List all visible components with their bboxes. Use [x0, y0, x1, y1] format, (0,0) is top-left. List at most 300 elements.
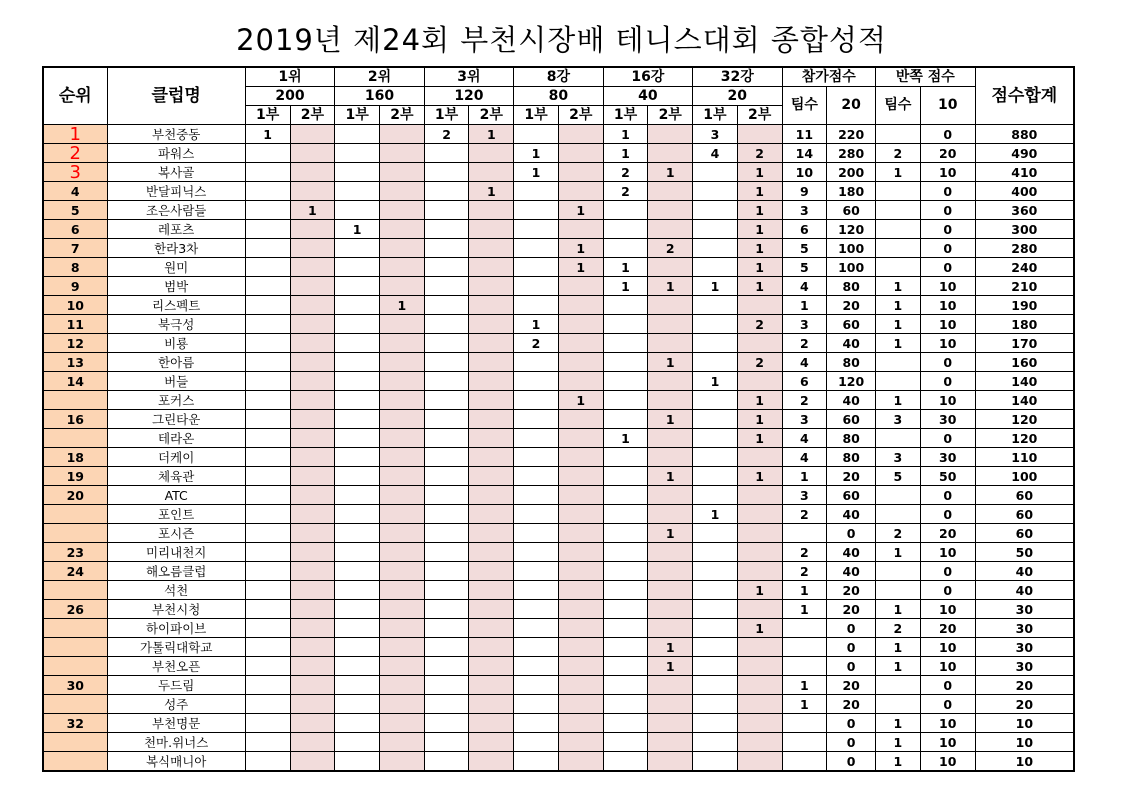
participation-teams-cell: 1	[782, 600, 827, 619]
total-score-cell: 490	[975, 144, 1074, 163]
total-score-cell: 30	[975, 657, 1074, 676]
rank-cell: 9	[43, 277, 107, 296]
half-points-cell: 10	[920, 638, 975, 657]
round32-d1-cell	[693, 752, 738, 772]
first-d2-cell	[290, 733, 335, 752]
table-row	[43, 429, 1074, 448]
total-score-cell: 240	[975, 258, 1074, 277]
table-row	[43, 714, 1074, 733]
third-d2-cell	[469, 562, 514, 581]
total-score-cell: 30	[975, 619, 1074, 638]
quarterfinal-d1-cell	[514, 220, 559, 239]
third-d1-cell	[424, 182, 469, 201]
second-d2-cell	[379, 391, 424, 410]
half-points-cell: 10	[920, 296, 975, 315]
second-d1-cell	[335, 733, 380, 752]
round16-d1-cell	[603, 448, 648, 467]
round16-d1-cell	[603, 733, 648, 752]
first-d2-cell	[290, 543, 335, 562]
table-row	[43, 695, 1074, 714]
third-d2-cell	[469, 201, 514, 220]
second-d1-cell	[335, 296, 380, 315]
division-2-header: 2부	[379, 106, 424, 125]
club-name-cell: 해오름클럽	[107, 562, 245, 581]
club-name-cell: 테라온	[107, 429, 245, 448]
table-row	[43, 258, 1074, 277]
participation-teams-cell: 2	[782, 505, 827, 524]
round32-d2-cell	[737, 600, 782, 619]
third-d1-cell	[424, 144, 469, 163]
first-d2-cell	[290, 562, 335, 581]
quarterfinal-d2-cell	[558, 619, 603, 638]
third-d1-cell	[424, 733, 469, 752]
table-row	[43, 752, 1074, 772]
round32-d1-cell	[693, 220, 738, 239]
total-score-cell: 60	[975, 486, 1074, 505]
third-d2-cell	[469, 429, 514, 448]
round16-d2-cell	[648, 752, 693, 772]
quarterfinal-d2-cell	[558, 144, 603, 163]
club-name-cell: 조은사람들	[107, 201, 245, 220]
participation-points-cell: 100	[827, 258, 876, 277]
participation-teams-cell: 10	[782, 163, 827, 182]
round32-d1-cell	[693, 201, 738, 220]
round16-d1-cell	[603, 353, 648, 372]
quarterfinal-d1-cell	[514, 676, 559, 695]
participation-points-cell: 180	[827, 182, 876, 201]
rank-cell: 30	[43, 676, 107, 695]
participation-points-cell: 120	[827, 220, 876, 239]
second-d2-cell	[379, 258, 424, 277]
quarterfinal-d2-cell	[558, 695, 603, 714]
third-d1-cell	[424, 372, 469, 391]
third-d1-cell	[424, 657, 469, 676]
round32-d1-cell	[693, 657, 738, 676]
participation-points-cell: 0	[827, 619, 876, 638]
participation-points-cell: 0	[827, 524, 876, 543]
round16-d1-cell	[603, 695, 648, 714]
half-teams-cell: 1	[876, 391, 921, 410]
table-row	[43, 733, 1074, 752]
table-row	[43, 353, 1074, 372]
participation-points-cell: 40	[827, 543, 876, 562]
second-d2-cell	[379, 182, 424, 201]
rank-cell: 13	[43, 353, 107, 372]
first-d1-cell	[245, 619, 290, 638]
round16-d2-cell	[648, 600, 693, 619]
first-d1-cell	[245, 391, 290, 410]
round16-d2-cell	[648, 448, 693, 467]
half-teams-cell	[876, 125, 921, 144]
round16-d1-cell	[603, 505, 648, 524]
rank-cell	[43, 581, 107, 600]
quarterfinal-d1-cell	[514, 372, 559, 391]
round32-d2-cell: 1	[737, 277, 782, 296]
round32-d1-cell	[693, 562, 738, 581]
second-d1-cell	[335, 182, 380, 201]
half-points-cell: 0	[920, 486, 975, 505]
first-d2-cell	[290, 752, 335, 772]
round16-d2-cell: 1	[648, 163, 693, 182]
second-d1-cell	[335, 581, 380, 600]
second-d1-cell	[335, 543, 380, 562]
group-header-round32: 32강	[693, 67, 782, 87]
round32-d1-cell: 1	[693, 372, 738, 391]
participation-points-cell: 60	[827, 486, 876, 505]
participation-teams-cell: 9	[782, 182, 827, 201]
division-1-header: 1부	[245, 106, 290, 125]
club-name-cell: 파워스	[107, 144, 245, 163]
club-name-cell: 범박	[107, 277, 245, 296]
participation-points-cell: 80	[827, 429, 876, 448]
total-score-cell: 100	[975, 467, 1074, 486]
round32-d2-cell	[737, 296, 782, 315]
first-d1-cell	[245, 638, 290, 657]
division-1-header: 1부	[335, 106, 380, 125]
total-score-cell: 20	[975, 676, 1074, 695]
round32-d1-cell	[693, 182, 738, 201]
first-d2-cell	[290, 239, 335, 258]
participation-teams-cell: 3	[782, 315, 827, 334]
first-d2-cell	[290, 372, 335, 391]
round32-d1-cell	[693, 695, 738, 714]
participation-points-cell: 0	[827, 657, 876, 676]
group-points-quarterfinal: 80	[514, 87, 603, 106]
third-d2-cell	[469, 733, 514, 752]
quarterfinal-d2-cell	[558, 524, 603, 543]
round32-d1-cell: 4	[693, 144, 738, 163]
round16-d2-cell	[648, 315, 693, 334]
first-d2-cell	[290, 334, 335, 353]
second-d1-cell	[335, 125, 380, 144]
table-row	[43, 467, 1074, 486]
first-d1-cell	[245, 524, 290, 543]
first-d2-cell	[290, 258, 335, 277]
half-points-cell: 20	[920, 619, 975, 638]
half-teams-cell	[876, 258, 921, 277]
round16-d2-cell: 1	[648, 277, 693, 296]
half-teams-cell: 1	[876, 163, 921, 182]
first-d1-cell	[245, 600, 290, 619]
half-points-cell: 0	[920, 429, 975, 448]
round32-d1-cell	[693, 486, 738, 505]
third-d2-cell: 1	[469, 125, 514, 144]
round16-d2-cell: 1	[648, 467, 693, 486]
half-points-cell: 10	[920, 163, 975, 182]
rank-cell: 24	[43, 562, 107, 581]
table-row	[43, 562, 1074, 581]
club-name-cell: 원미	[107, 258, 245, 277]
half-points-cell: 30	[920, 410, 975, 429]
participation-teams-cell	[782, 638, 827, 657]
total-score-cell: 190	[975, 296, 1074, 315]
total-score-cell: 120	[975, 410, 1074, 429]
club-name-cell: 가톨릭대학교	[107, 638, 245, 657]
round32-d2-cell: 1	[737, 201, 782, 220]
first-d2-cell	[290, 638, 335, 657]
first-d2-cell	[290, 657, 335, 676]
total-score-cell: 360	[975, 201, 1074, 220]
second-d2-cell	[379, 334, 424, 353]
participation-points-cell: 40	[827, 391, 876, 410]
participation-teams-cell: 3	[782, 201, 827, 220]
table-row	[43, 277, 1074, 296]
round16-d1-cell	[603, 239, 648, 258]
club-name-cell: 두드림	[107, 676, 245, 695]
half-teams-cell: 1	[876, 752, 921, 772]
quarterfinal-d1-cell: 1	[514, 315, 559, 334]
total-score-cell: 20	[975, 695, 1074, 714]
participation-points-cell: 120	[827, 372, 876, 391]
round16-d1-cell	[603, 334, 648, 353]
third-d1-cell	[424, 277, 469, 296]
rank-cell	[43, 733, 107, 752]
participation-header: 참가점수	[782, 67, 876, 87]
first-d2-cell	[290, 467, 335, 486]
table-row	[43, 372, 1074, 391]
rank-cell: 23	[43, 543, 107, 562]
round32-d1-cell	[693, 315, 738, 334]
half-points-cell: 10	[920, 277, 975, 296]
round16-d2-cell: 1	[648, 638, 693, 657]
participation-points-cell: 20	[827, 600, 876, 619]
participation-points-cell: 80	[827, 448, 876, 467]
half-teams-cell: 2	[876, 619, 921, 638]
participation-teams-cell: 14	[782, 144, 827, 163]
second-d2-cell	[379, 239, 424, 258]
participation-teams-cell: 4	[782, 277, 827, 296]
round16-d2-cell	[648, 581, 693, 600]
division-2-header: 2부	[469, 106, 514, 125]
rank-cell: 10	[43, 296, 107, 315]
first-d1-cell	[245, 239, 290, 258]
round16-d1-cell	[603, 315, 648, 334]
participation-teams-cell: 2	[782, 334, 827, 353]
third-d1-cell	[424, 239, 469, 258]
first-d2-cell	[290, 410, 335, 429]
division-2-header: 2부	[737, 106, 782, 125]
round32-d2-cell	[737, 524, 782, 543]
table-row	[43, 486, 1074, 505]
rank-header: 순위	[43, 67, 107, 125]
round16-d1-cell	[603, 486, 648, 505]
third-d2-cell: 1	[469, 182, 514, 201]
club-name-cell: 한아름	[107, 353, 245, 372]
participation-points-cell: 100	[827, 239, 876, 258]
third-d2-cell	[469, 372, 514, 391]
half-points-cell: 0	[920, 562, 975, 581]
club-name-cell: 북극성	[107, 315, 245, 334]
third-d2-cell	[469, 467, 514, 486]
rank-cell	[43, 638, 107, 657]
total-score-cell: 280	[975, 239, 1074, 258]
third-d1-cell: 2	[424, 125, 469, 144]
group-points-2nd: 160	[335, 87, 424, 106]
participation-points-cell: 280	[827, 144, 876, 163]
total-score-cell: 400	[975, 182, 1074, 201]
participation-teams-cell: 1	[782, 676, 827, 695]
rank-cell	[43, 657, 107, 676]
first-d1-cell	[245, 182, 290, 201]
round32-d1-cell	[693, 714, 738, 733]
round32-d2-cell: 1	[737, 182, 782, 201]
second-d2-cell	[379, 315, 424, 334]
first-d1-cell	[245, 543, 290, 562]
total-score-cell: 110	[975, 448, 1074, 467]
table-row	[43, 600, 1074, 619]
rank-cell	[43, 524, 107, 543]
total-score-cell: 120	[975, 429, 1074, 448]
participation-teams-cell: 3	[782, 410, 827, 429]
first-d1-cell	[245, 733, 290, 752]
group-header-quarterfinal: 8강	[514, 67, 603, 87]
table-row	[43, 239, 1074, 258]
rank-cell: 32	[43, 714, 107, 733]
total-score-cell: 160	[975, 353, 1074, 372]
half-points-header: 10	[920, 87, 975, 125]
second-d2-cell	[379, 543, 424, 562]
second-d1-cell: 1	[335, 220, 380, 239]
round32-d2-cell: 2	[737, 315, 782, 334]
round16-d2-cell	[648, 619, 693, 638]
club-name-cell: ATC	[107, 486, 245, 505]
round32-d2-cell	[737, 695, 782, 714]
rank-cell: 8	[43, 258, 107, 277]
first-d1-cell	[245, 714, 290, 733]
total-score-cell: 30	[975, 600, 1074, 619]
second-d1-cell	[335, 239, 380, 258]
total-score-cell: 60	[975, 505, 1074, 524]
participation-points-header: 20	[827, 87, 876, 125]
second-d1-cell	[335, 163, 380, 182]
half-points-cell: 0	[920, 258, 975, 277]
table-row	[43, 391, 1074, 410]
round32-d2-cell	[737, 334, 782, 353]
quarterfinal-d1-cell	[514, 239, 559, 258]
participation-points-cell: 0	[827, 733, 876, 752]
club-name-cell: 천마.위너스	[107, 733, 245, 752]
quarterfinal-d1-cell	[514, 429, 559, 448]
first-d2-cell	[290, 391, 335, 410]
half-teams-cell: 3	[876, 448, 921, 467]
round16-d2-cell	[648, 733, 693, 752]
round32-d2-cell	[737, 486, 782, 505]
round32-d1-cell	[693, 638, 738, 657]
third-d2-cell	[469, 258, 514, 277]
second-d1-cell	[335, 315, 380, 334]
participation-points-cell: 0	[827, 714, 876, 733]
round32-d2-cell: 1	[737, 239, 782, 258]
round16-d2-cell	[648, 220, 693, 239]
participation-teams-cell	[782, 619, 827, 638]
first-d1-cell	[245, 410, 290, 429]
first-d1-cell	[245, 334, 290, 353]
participation-teams-cell	[782, 714, 827, 733]
first-d1-cell	[245, 505, 290, 524]
club-name-cell: 체육관	[107, 467, 245, 486]
second-d2-cell	[379, 600, 424, 619]
results-table	[42, 66, 1075, 772]
second-d2-cell	[379, 505, 424, 524]
round16-d2-cell: 1	[648, 657, 693, 676]
third-d1-cell	[424, 201, 469, 220]
round32-d1-cell	[693, 163, 738, 182]
first-d2-cell	[290, 277, 335, 296]
round32-d1-cell	[693, 448, 738, 467]
second-d2-cell	[379, 486, 424, 505]
third-d2-cell	[469, 163, 514, 182]
quarterfinal-d1-cell	[514, 752, 559, 772]
club-name-cell: 포커스	[107, 391, 245, 410]
table-header	[43, 67, 1074, 125]
club-name-cell: 부천오픈	[107, 657, 245, 676]
half-points-cell: 10	[920, 315, 975, 334]
round16-d2-cell	[648, 334, 693, 353]
second-d1-cell	[335, 695, 380, 714]
rank-cell: 20	[43, 486, 107, 505]
round32-d2-cell	[737, 752, 782, 772]
participation-teams-cell	[782, 752, 827, 772]
division-2-header: 2부	[648, 106, 693, 125]
participation-points-cell: 20	[827, 676, 876, 695]
second-d2-cell	[379, 144, 424, 163]
half-points-cell: 0	[920, 505, 975, 524]
round16-d1-cell	[603, 638, 648, 657]
quarterfinal-d1-cell	[514, 486, 559, 505]
first-d2-cell	[290, 296, 335, 315]
third-d2-cell	[469, 657, 514, 676]
total-score-cell: 180	[975, 315, 1074, 334]
first-d1-cell	[245, 448, 290, 467]
first-d1-cell: 1	[245, 125, 290, 144]
second-d1-cell	[335, 144, 380, 163]
half-points-cell: 50	[920, 467, 975, 486]
page-title: 2019년 제24회 부천시장배 테니스대회 종합성적	[236, 23, 887, 57]
rank-cell: 3	[43, 163, 107, 182]
round16-d1-cell	[603, 714, 648, 733]
participation-teams-cell	[782, 733, 827, 752]
round16-d1-cell	[603, 600, 648, 619]
first-d2-cell	[290, 524, 335, 543]
half-teams-cell: 1	[876, 315, 921, 334]
round32-d2-cell: 1	[737, 258, 782, 277]
quarterfinal-d2-cell	[558, 334, 603, 353]
third-d2-cell	[469, 619, 514, 638]
participation-points-cell: 0	[827, 638, 876, 657]
third-d1-cell	[424, 334, 469, 353]
second-d2-cell: 1	[379, 296, 424, 315]
club-name-cell: 하이파이브	[107, 619, 245, 638]
round32-d1-cell	[693, 524, 738, 543]
total-score-cell: 880	[975, 125, 1074, 144]
round16-d1-cell	[603, 467, 648, 486]
half-points-cell: 0	[920, 676, 975, 695]
quarterfinal-d1-cell	[514, 467, 559, 486]
second-d1-cell	[335, 714, 380, 733]
participation-points-cell: 40	[827, 562, 876, 581]
participation-teams-cell: 1	[782, 581, 827, 600]
half-teams-cell: 5	[876, 467, 921, 486]
quarterfinal-d2-cell	[558, 714, 603, 733]
table-row	[43, 676, 1074, 695]
quarterfinal-d2-cell	[558, 182, 603, 201]
half-points-cell: 20	[920, 524, 975, 543]
half-points-cell: 0	[920, 239, 975, 258]
second-d1-cell	[335, 619, 380, 638]
participation-teams-cell: 2	[782, 543, 827, 562]
quarterfinal-d1-cell	[514, 258, 559, 277]
third-d2-cell	[469, 315, 514, 334]
